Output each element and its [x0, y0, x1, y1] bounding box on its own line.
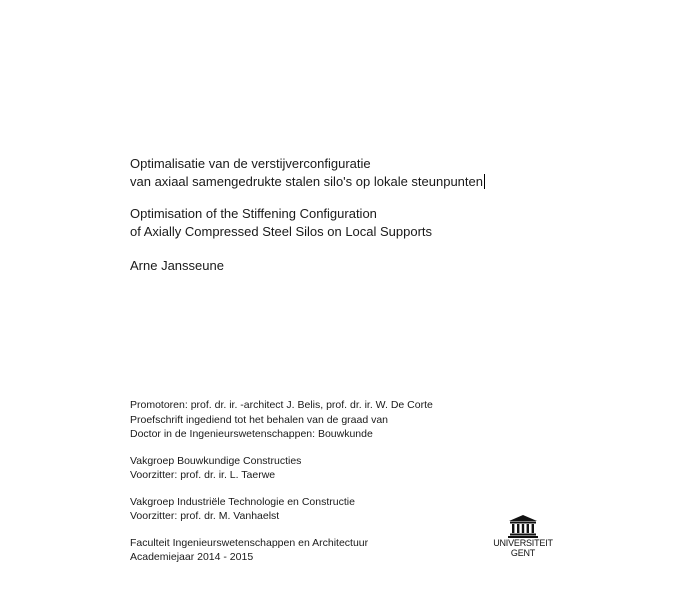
thesis-line-1: Proefschrift ingediend tot het behalen van de graad van [130, 413, 389, 426]
department-1: Vakgroep Bouwkundige Constructies [130, 454, 302, 467]
department-2-chair: Voorzitter: prof. dr. M. Vanhaelst [130, 510, 280, 522]
info-block [130, 398, 490, 565]
faculty-line: Faculteit Ingenieurswetenschappen en Architectuur [130, 536, 369, 549]
dutch-title-line-2 [130, 173, 650, 191]
dutch-title-line-2-text: van axiaal samengedrukte stalen silo's op lokale steunpunten [130, 174, 483, 189]
department-2: Vakgroep Industriële Technologie en Constructie [130, 495, 355, 508]
logo-text-line-1: UNIVERSITEIT [493, 538, 553, 548]
university-building-icon [508, 514, 538, 538]
university-logo [488, 514, 558, 564]
thesis-line-2: Doctor in de Ingenieurswetenschappen: Bouwkunde [130, 428, 373, 440]
author-name: Arne Jansseune [130, 258, 224, 273]
english-title-line-2: of Axially Compressed Steel Silos on Local Supports [130, 224, 433, 239]
promotors-line: Promotoren: prof. dr. ir. -architect J. Belis, prof. dr. ir. W. De Corte [130, 399, 433, 411]
department-1-chair: Voorzitter: prof. dr. ir. L. Taerwe [130, 469, 276, 481]
english-title-line-1: Optimisation of the Stiffening Configuration [130, 206, 377, 221]
academic-year-line: Academiejaar 2014 - 2015 [130, 551, 254, 563]
text-cursor [484, 174, 485, 189]
logo-text-line-2: GENT [510, 548, 536, 558]
title-block [130, 155, 650, 241]
dutch-title-line-1: Optimalisatie van de verstijverconfiguratie [130, 156, 371, 171]
